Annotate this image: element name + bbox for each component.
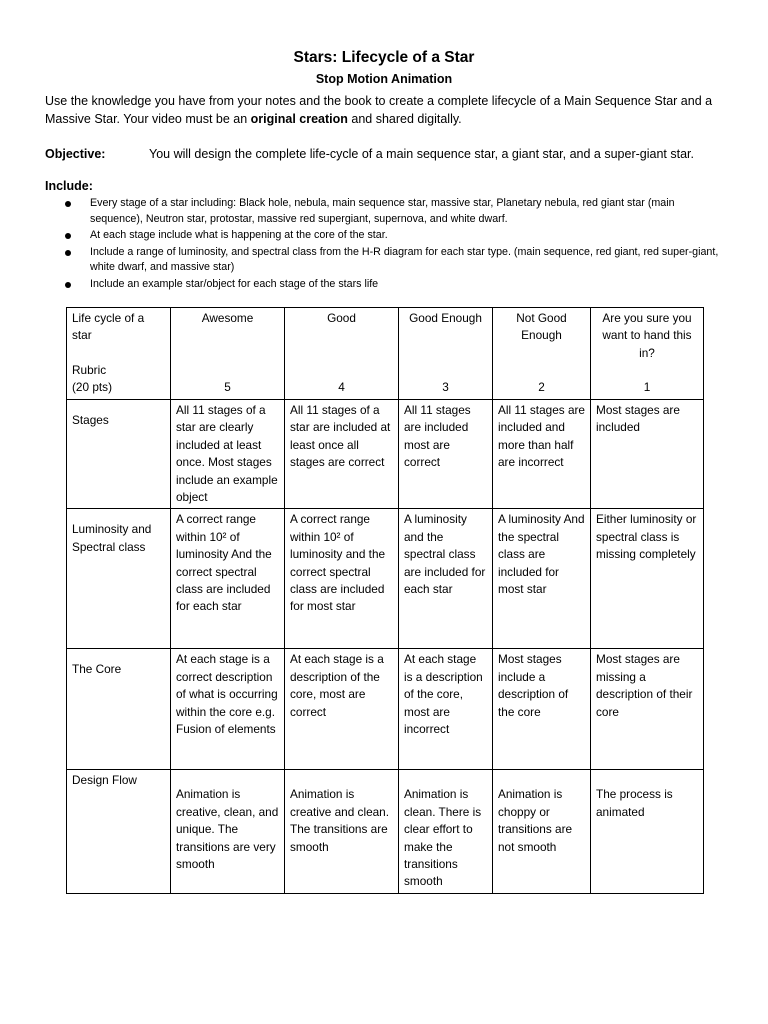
list-item-text: Include an example star/object for each stage of the stars life bbox=[90, 277, 379, 290]
row-criterion bbox=[67, 770, 171, 893]
table-cell: Animation is clean. There is clear effort to make the transitions smooth bbox=[399, 770, 493, 893]
include-list bbox=[45, 196, 725, 293]
column-header bbox=[171, 308, 285, 400]
bullet-icon bbox=[65, 282, 71, 288]
corner-title: Life cycle of a star bbox=[72, 311, 145, 343]
table-header-row bbox=[67, 308, 704, 400]
table-cell: A correct range within 10² of luminosity and the correct spectral class are included for most star bbox=[285, 509, 399, 649]
column-score: 2 bbox=[538, 379, 545, 394]
intro-paragraph bbox=[45, 92, 735, 128]
table-row bbox=[67, 649, 704, 770]
column-score: 4 bbox=[338, 379, 345, 394]
table-cell: Most stages are included bbox=[591, 400, 704, 509]
list-item-text: Every stage of a star including: Black hole, nebula, main sequence star, massive star, Planetary nebula, red giant star (main sequence), Neutron star, protostar, massive red supergiant, supernova, and white dwarf. bbox=[90, 197, 675, 225]
bullet-icon bbox=[65, 250, 71, 256]
bullet-icon bbox=[65, 233, 71, 239]
table-row bbox=[67, 400, 704, 509]
table-cell: Most stages include a description of the core bbox=[493, 649, 591, 770]
intro-text-2: and shared digitally. bbox=[347, 112, 462, 126]
page-subtitle: Stop Motion Animation bbox=[315, 72, 453, 86]
row-criterion bbox=[67, 509, 171, 649]
criterion-label: The Core bbox=[72, 662, 122, 677]
table-cell: A correct range within 10² of luminosity And the correct spectral class are included for each star bbox=[171, 509, 285, 649]
row-criterion bbox=[67, 400, 171, 509]
column-score: 1 bbox=[643, 379, 651, 394]
intro-text-1: Use the knowledge you have from your notes and the book to create a complete lifecycle of a Main Sequence Star and a Massive Star. Your video must be an bbox=[45, 94, 713, 126]
column-label: Good Enough bbox=[409, 311, 482, 325]
table-cell: All 11 stages are included and more than half are incorrect bbox=[493, 400, 591, 509]
list-item bbox=[45, 196, 725, 227]
table-cell: Animation is choppy or transitions are not smooth bbox=[493, 770, 591, 893]
column-header bbox=[399, 308, 493, 400]
intro-bold-text: original creation bbox=[250, 112, 348, 126]
corner-points: (20 pts) bbox=[72, 380, 112, 395]
table-cell: Animation is creative and clean. The transitions are smooth bbox=[285, 770, 399, 893]
table-cell: Most stages are missing a description of their core bbox=[591, 649, 704, 770]
objective-section bbox=[45, 145, 725, 163]
rubric-table bbox=[66, 307, 704, 894]
column-label: Not Good Enough bbox=[516, 311, 567, 343]
page-title: Stars: Lifecycle of a Star bbox=[293, 49, 475, 66]
table-cell: A luminosity And the spectral class are included for most star bbox=[493, 509, 591, 649]
column-label: Good bbox=[327, 311, 356, 325]
column-score: 3 bbox=[442, 379, 449, 394]
list-item-text: Include a range of luminosity, and spectral class from the H-R diagram for each star type. (main sequence, red giant, red super-giant, white dwarf, and massive star) bbox=[90, 245, 719, 273]
list-item-text: At each stage include what is happening at the core of the star. bbox=[90, 229, 388, 241]
rubric-corner-cell bbox=[67, 308, 171, 400]
list-item bbox=[45, 277, 725, 293]
table-cell: All 11 stages of a star are included at least once all stages are correct bbox=[285, 400, 399, 509]
objective-text: You will design the complete life-cycle of a main sequence star, a giant star, and a super-giant star. bbox=[149, 147, 694, 161]
table-cell: All 11 stages of a star are clearly included at least once. Most stages include an example object bbox=[171, 400, 285, 509]
row-criterion bbox=[67, 649, 171, 770]
column-label: Awesome bbox=[201, 311, 254, 325]
table-cell: Either luminosity or spectral class is missing completely bbox=[591, 509, 704, 649]
column-header bbox=[493, 308, 591, 400]
include-label: Include: bbox=[45, 179, 93, 193]
column-header bbox=[591, 308, 704, 400]
list-item bbox=[45, 245, 725, 276]
objective-label: Objective: bbox=[45, 147, 106, 161]
table-cell: At each stage is a correct description of what is occurring within the core e.g. Fusion of elements bbox=[171, 649, 285, 770]
table-cell: At each stage is a description of the core, most are correct bbox=[285, 649, 399, 770]
list-item bbox=[45, 228, 725, 244]
criterion-label: Luminosity and Spectral class bbox=[72, 522, 152, 554]
criterion-label: Design Flow bbox=[72, 773, 137, 788]
table-cell: All 11 stages are included most are correct bbox=[399, 400, 493, 509]
column-label: Are you sure you want to hand this in? bbox=[602, 311, 692, 360]
bullet-icon bbox=[65, 201, 71, 207]
table-row bbox=[67, 770, 704, 893]
table-cell: At each stage is a description of the core, most are incorrect bbox=[399, 649, 493, 770]
criterion-label: Stages bbox=[72, 413, 109, 427]
column-score: 5 bbox=[224, 379, 231, 394]
table-cell: Animation is creative, clean, and unique. The transitions are very smooth bbox=[171, 770, 285, 893]
table-row bbox=[67, 509, 704, 649]
corner-rubric: Rubric bbox=[72, 362, 107, 377]
table-cell: A luminosity and the spectral class are included for each star bbox=[399, 509, 493, 649]
table-cell: The process is animated bbox=[591, 770, 704, 893]
column-header bbox=[285, 308, 399, 400]
